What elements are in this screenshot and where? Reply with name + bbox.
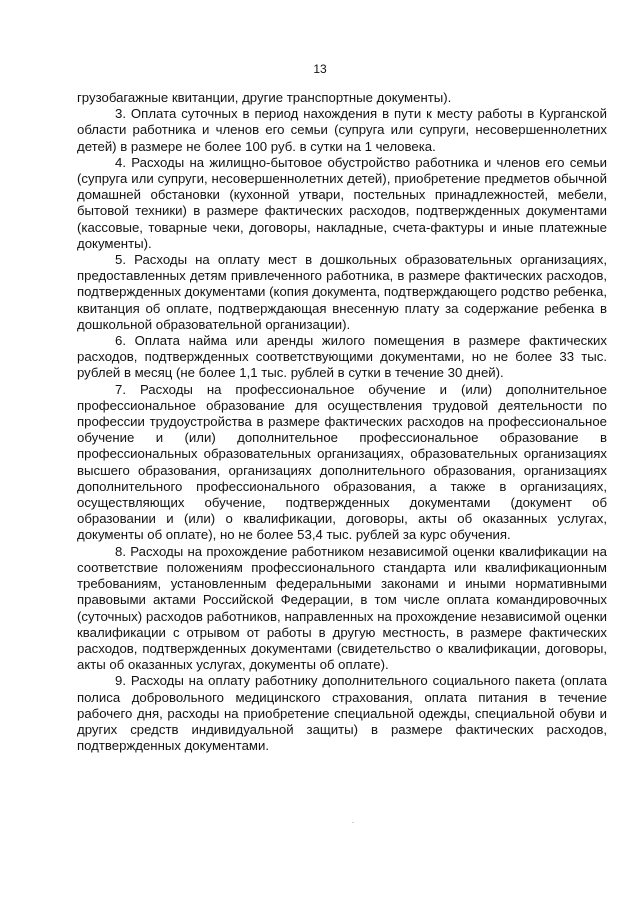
- scan-speck: [352, 822, 354, 823]
- paragraph-item-8: 8. Расходы на прохождение работником независимой оценки квалификации на соответствие положениям профессионального стандарта или квалификационным требованиям, установленным федеральными законами и иными нормативными правовыми актами Российской Федерации, в том числе оплата командировочных (суточных) расходов работников, направленных на прохождение независимой оценки квалификации с отрывом от работы в другую местность, в размере фактических расходов, подтвержденных документами (свидетельство о квалификации, договоры, акты об оказанных услугах, документы об оплате).: [77, 543, 607, 673]
- paragraph-item-3: 3. Оплата суточных в период нахождения в пути к месту работы в Курганской области работника и членов его семьи (супруга или супруги, несовершеннолетних детей) в размере не более 100 руб. в сутки на 1 человека.: [77, 106, 607, 154]
- paragraph-item-4: 4. Расходы на жилищно-бытовое обустройство работника и членов его семьи (супруга или супруги, несовершеннолетних детей), приобретение предметов обычной домашней обстановки (кухонной утвари, постельных принадлежностей, мебели, бытовой техники) в размере фактических расходов, подтвержденных документами (кассовые, товарные чеки, договоры, накладные, счета-фактуры и иные платежные документы).: [77, 154, 607, 251]
- paragraph-continuation: грузобагажные квитанции, другие транспортные документы).: [77, 90, 452, 105]
- paragraph-item-9: 9. Расходы на оплату работнику дополнительного социального пакета (оплата полиса добровольного медицинского страхования, оплата питания в течение рабочего дня, расходы на приобретение специальной одежды, специальной обуви и других средств индивидуальной защиты) в размере фактических расходов, подтвержденных документами.: [77, 673, 607, 754]
- paragraph-item-6: 6. Оплата найма или аренды жилого помещения в размере фактических расходов, подтвержденных соответствующими документами, но не более 33 тыс. рублей в месяц (не более 1,1 тыс. рублей в сутки в течение 30 дней).: [77, 333, 607, 381]
- document-body: [77, 90, 607, 754]
- page-number: 13: [313, 62, 327, 76]
- paragraph-item-7: 7. Расходы на профессиональное обучение и (или) дополнительное профессиональное образование для осуществления трудовой деятельности по профессии трудоустройства в размере фактических расходов на профессиональное обучение и (или) дополнительное профессиональное образование в профессиональных образовательных организациях, образовательных организациях высшего образования, организациях дополнительного образования, организациях дополнительного профессионального образования, а также в организациях, осуществляющих обучение, подтвержденных документами (документ об образовании и (или) о квалификации, договоры, акты об оказанных услугах, документы об оплате), но не более 53,4 тыс. рублей за курс обучения.: [77, 381, 607, 543]
- paragraph-item-5: 5. Расходы на оплату мест в дошкольных образовательных организациях, предоставленных детям привлеченного работника, в размере фактических расходов, подтвержденных документами (копия документа, подтверждающего родство ребенка, квитанция об оплате, подтверждающая внесенную плату за содержание ребенка в дошкольной образовательной организации).: [77, 252, 607, 332]
